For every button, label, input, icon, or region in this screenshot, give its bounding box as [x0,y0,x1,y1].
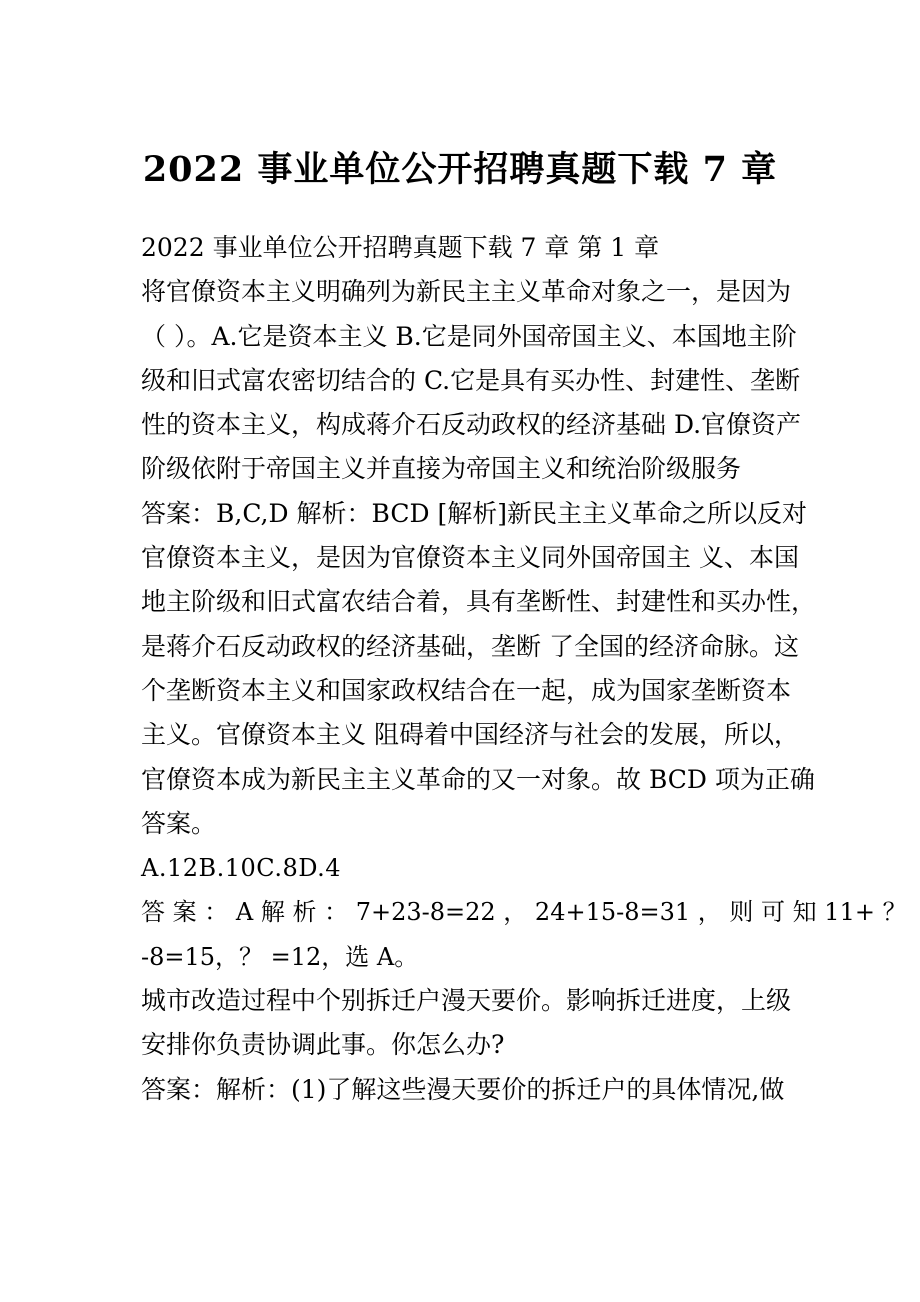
text-line: 阶级依附于帝国主义并直接为帝国主义和统治阶级服务 [141,454,742,484]
text-line: 答案：解析：(1)了解这些漫天要价的拆迁户的具体情况,做 [141,1074,785,1104]
text-line: 将官僚资本主义明确列为新民主主义革命对象之一，是因为 [141,277,792,307]
document-title: 2022 事业单位公开招聘真题下载 7 章 [142,149,778,190]
text-line: 性的资本主义，构成蒋介石反动政权的经济基础 D.官僚资产 [141,410,802,440]
text-line: 地主阶级和旧式富农结合着，具有垄断性、封建性和买办性， [141,587,817,617]
options-line: A.12B.10C.8D.4 [141,854,341,883]
text-line: 级和旧式富农密切结合的 C.它是具有买办性、封建性、垄断 [141,365,801,395]
text-line: 答案。 [141,808,217,838]
document-body [141,226,907,1112]
text-line: （ ）。A.它是资本主义 B.它是同外国帝国主义、本国地主阶 [141,321,797,351]
text-line: 城市改造过程中个别拆迁户漫天要价。影响拆迁进度，上级 [141,986,792,1016]
answer-line: 答 案 ： A 解 析 ： 7+23-8=22 ， 24+15-8=31 ， 则 可 知 11+ ？ [141,898,907,927]
text-line: 个垄断资本主义和国家政权结合在一起，成为国家垄断资本 [141,675,792,705]
text-line: 答案：B,C,D 解析：BCD [解析]新民主主义革命之所以反对 [141,498,807,528]
text-line: 2022 事业单位公开招聘真题下载 7 章 第 1 章 [141,233,660,262]
text-line: 主义。官僚资本主义 阻碍着中国经济与社会的发展，所以， [141,720,799,750]
text-line: 官僚资本主义，是因为官僚资本主义同外国帝国主 义、本国 [141,543,799,573]
text-line: 安排你负责协调此事。你怎么办? [141,1030,505,1060]
answer-line: -8=15，？ =12，选 A。 [141,942,419,971]
text-line: 官僚资本成为新民主主义革命的又一对象。故 BCD 项为正确 [141,764,815,794]
text-line: 是蒋介石反动政权的经济基础，垄断 了全国的经济命脉。这 [141,631,799,661]
